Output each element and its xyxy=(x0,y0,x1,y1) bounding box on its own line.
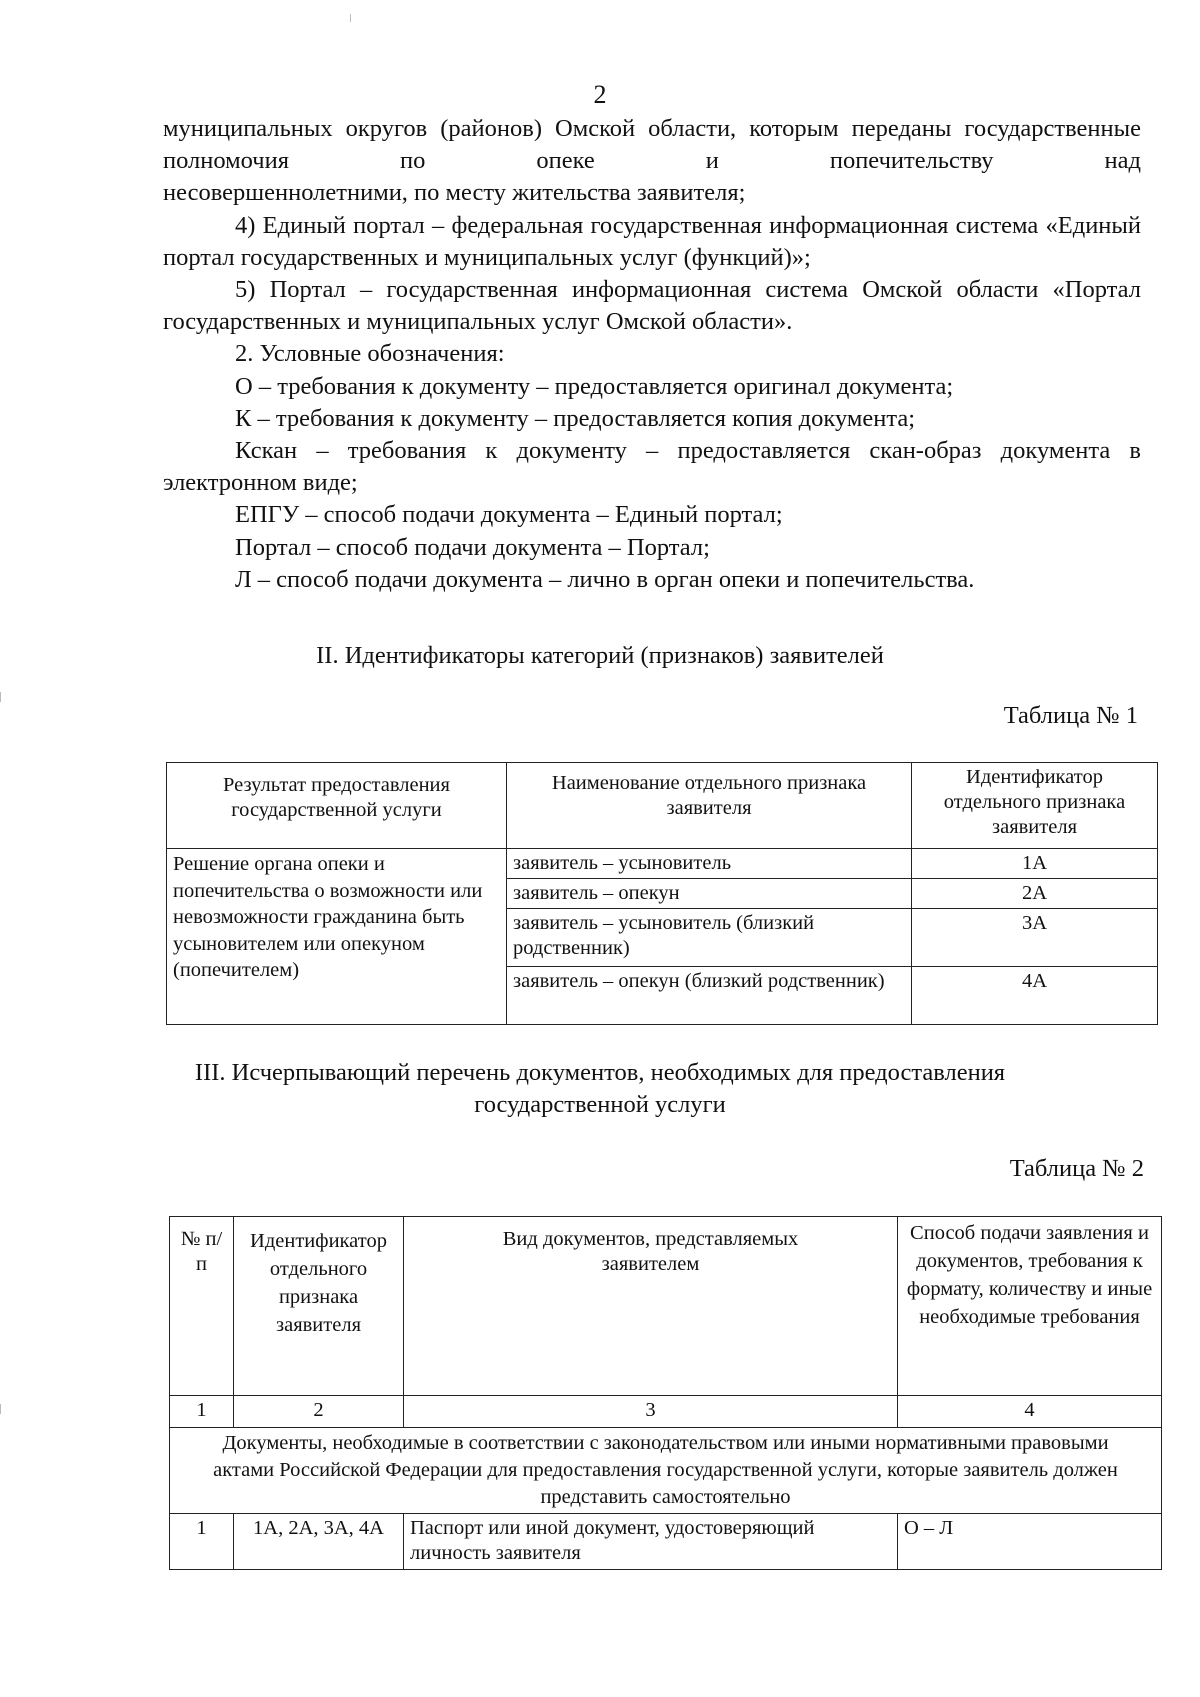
cell: 1А, 2А, 3А, 4А xyxy=(234,1514,404,1570)
cell: 1 xyxy=(170,1396,234,1428)
section-heading: II. Идентификаторы категорий (признаков) заявителей xyxy=(316,642,884,669)
body-text xyxy=(163,113,1141,596)
table-row xyxy=(167,849,1158,879)
table-header-row xyxy=(167,763,1158,849)
header-cell: Наименование отдельного признака заявителя xyxy=(507,763,912,849)
scan-mark xyxy=(350,14,351,22)
header-cell: Идентификатор отдельного признака заявителя xyxy=(234,1217,404,1396)
documents-table xyxy=(169,1216,1162,1570)
cell: 4А xyxy=(912,967,1158,1025)
header-cell: Способ подачи заявления и документов, требования к формату, количеству и иные необходимые требования xyxy=(898,1217,1162,1396)
table-row xyxy=(170,1514,1162,1570)
paragraph: О – требования к документу – предоставляется оригинал документа; xyxy=(235,372,954,400)
header-cell: Идентификатор отдельного признака заявителя xyxy=(912,763,1158,849)
header-cell: № п/п xyxy=(170,1217,234,1396)
column-number-row xyxy=(170,1396,1162,1428)
section-heading: государственной услуги xyxy=(474,1091,726,1118)
cell: 3А xyxy=(912,909,1158,967)
cell: 3 xyxy=(404,1396,898,1428)
result-cell: Решение органа опеки и попечительства о возможности или невозможности гражданина быть усыновителем или опекуном (попечителем) xyxy=(167,849,507,1025)
paragraph: 2. Условные обозначения: xyxy=(235,340,505,368)
table-label: Таблица № 2 xyxy=(1009,1155,1144,1182)
header-cell: Результат предоставления государственной услуги xyxy=(167,763,507,849)
paragraph: 5) Портал – государственная информационная система Омской области «Портал государственных и муниципальных услуг Омской области». xyxy=(163,276,1141,336)
paragraph: Л – способ подачи документа – лично в орган опеки и попечительства. xyxy=(235,565,975,593)
paragraph: муниципальных округов (районов) Омской области, которым переданы государственные полномочия по опеке и попечительству над xyxy=(163,115,1141,175)
table-label: Таблица № 1 xyxy=(1003,702,1138,729)
section-heading: III. Исчерпывающий перечень документов, необходимых для предоставления xyxy=(194,1059,1006,1086)
scan-mark xyxy=(0,1404,1,1414)
cell: 2А xyxy=(912,879,1158,909)
cell: 1 xyxy=(170,1514,234,1570)
paragraph: 4) Единый портал – федеральная государственная информационная система «Единый портал государственных и муниципальных услуг (функций)»; xyxy=(163,211,1141,271)
paragraph: несовершеннолетними, по месту жительства заявителя; xyxy=(163,179,746,207)
group-cell: Документы, необходимые в соответствии с законодательством или иными нормативными правовыми актами Российской Федерации для предоставления государственной услуги, которые заявитель должен представить самостоятельно xyxy=(170,1428,1162,1514)
paragraph: Портал – способ подачи документа – Портал; xyxy=(235,533,710,561)
paragraph: К – требования к документу – предоставляется копия документа; xyxy=(235,404,916,432)
header-cell: Вид документов, представляемых заявителем xyxy=(404,1217,898,1396)
identifiers-table xyxy=(166,762,1158,1025)
scan-mark xyxy=(0,692,1,702)
cell: 4 xyxy=(898,1396,1162,1428)
cell: заявитель – усыновитель xyxy=(507,849,912,879)
group-row xyxy=(170,1428,1162,1514)
cell: 1А xyxy=(912,849,1158,879)
cell: 2 xyxy=(234,1396,404,1428)
cell: Паспорт или иной документ, удостоверяющий личность заявителя xyxy=(404,1514,898,1570)
paragraph: Кскан – требования к документу – предоставляется скан-образ документа в электронном виде; xyxy=(163,437,1141,497)
paragraph: ЕПГУ – способ подачи документа – Единый портал; xyxy=(235,501,783,529)
cell: заявитель – опекун xyxy=(507,879,912,909)
cell: заявитель – опекун (близкий родственник) xyxy=(507,967,912,1025)
cell: О – Л xyxy=(898,1514,1162,1570)
table-header-row xyxy=(170,1217,1162,1396)
page-number: 2 xyxy=(593,80,607,109)
cell: заявитель – усыновитель (близкий родственник) xyxy=(507,909,912,967)
